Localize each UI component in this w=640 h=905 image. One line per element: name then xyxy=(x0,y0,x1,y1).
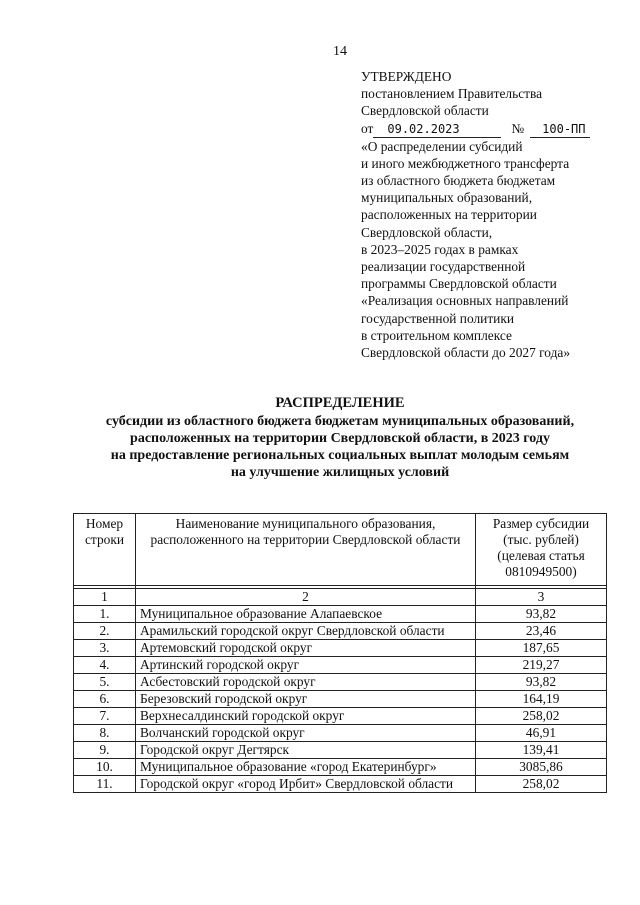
subsidy-amount-cell: 219,27 xyxy=(476,657,607,674)
row-number-cell: 7. xyxy=(74,708,136,725)
subsidy-amount-cell: 139,41 xyxy=(476,742,607,759)
document-title xyxy=(70,395,610,481)
row-number-cell: 8. xyxy=(74,725,136,742)
municipality-cell: Артемовский городской округ xyxy=(136,640,476,657)
row-number-cell: 5. xyxy=(74,674,136,691)
table-row xyxy=(74,623,607,640)
subject-line: в 2023–2025 годах в рамках xyxy=(361,241,519,257)
subsidy-amount-cell: 164,19 xyxy=(476,691,607,708)
subject-line: муниципальных образований, xyxy=(361,190,533,206)
subsidy-amount-cell: 3085,86 xyxy=(476,759,607,776)
approval-heading: УТВЕРЖДЕНО xyxy=(361,69,452,84)
header-municipality: Наименование муниципального образования, расположенного на территории Свердловской области xyxy=(136,514,476,586)
title-line: расположенных на территории Свердловской области, в 2023 году xyxy=(130,431,550,446)
row-number-cell: 2. xyxy=(74,623,136,640)
subject-line: Свердловской области до 2027 года» xyxy=(361,345,571,361)
column-number: 3 xyxy=(476,589,607,606)
title-line: субсидии из областного бюджета бюджетам муниципальных образований, xyxy=(105,414,575,429)
municipality-cell: Артинский городской округ xyxy=(136,657,476,674)
subsidy-amount-cell: 187,65 xyxy=(476,640,607,657)
subject-line: Свердловской области, xyxy=(361,224,493,240)
header-row-number: Номер строки xyxy=(74,514,136,586)
table-body xyxy=(74,606,607,793)
subject-line: в строительном комплексе xyxy=(361,327,512,343)
subsidy-amount-cell: 23,46 xyxy=(476,623,607,640)
table-row xyxy=(74,657,607,674)
table-row xyxy=(74,759,607,776)
row-number-cell: 3. xyxy=(74,640,136,657)
number-label: № xyxy=(511,120,525,136)
approval-block xyxy=(361,68,631,361)
approval-line-2: Свердловской области xyxy=(361,103,489,119)
approval-date-line xyxy=(361,120,631,138)
column-number: 2 xyxy=(136,589,476,606)
title-main: РАСПРЕДЕЛЕНИЕ xyxy=(275,395,405,411)
table-row xyxy=(74,674,607,691)
row-number-cell: 11. xyxy=(74,776,136,793)
table-row xyxy=(74,725,607,742)
subsidy-amount-cell: 93,82 xyxy=(476,606,607,623)
municipality-cell: Асбестовский городской округ xyxy=(136,674,476,691)
municipality-cell: Муниципальное образование «город Екатеринбург» xyxy=(136,759,476,776)
approval-number: 100-ПП xyxy=(530,122,590,138)
distribution-table xyxy=(73,513,607,793)
page-number: 14 xyxy=(333,44,347,59)
row-number-cell: 1. xyxy=(74,606,136,623)
municipality-cell: Городской округ Дегтярск xyxy=(136,742,476,759)
table-header-row xyxy=(74,514,607,586)
table-row xyxy=(74,640,607,657)
subject-line: из областного бюджета бюджетам xyxy=(361,173,556,189)
table-row xyxy=(74,742,607,759)
subject-line: «Реализация основных направлений xyxy=(361,293,569,309)
municipality-cell: Волчанский городской округ xyxy=(136,725,476,742)
subject-line: расположенных на территории xyxy=(361,207,537,223)
municipality-cell: Верхнесалдинский городской округ xyxy=(136,708,476,725)
subject-line: программы Свердловской области xyxy=(361,276,557,292)
row-number-cell: 10. xyxy=(74,759,136,776)
municipality-cell: Городской округ «город Ирбит» Свердловской области xyxy=(136,776,476,793)
approval-date: 09.02.2023 xyxy=(373,122,501,138)
title-line: на улучшение жилищных условий xyxy=(230,465,450,480)
subject-line: и иного межбюджетного трансферта xyxy=(361,155,570,171)
header-subsidy-amount: Размер субсидии (тыс. рублей) (целевая статья 0810949500) xyxy=(476,514,607,586)
subject-line: государственной политики xyxy=(361,310,515,326)
row-number-cell: 9. xyxy=(74,742,136,759)
municipality-cell: Муниципальное образование Алапаевское xyxy=(136,606,476,623)
from-label: от xyxy=(361,120,374,136)
subject-line: реализации государственной xyxy=(361,259,526,275)
row-number-cell: 4. xyxy=(74,657,136,674)
approval-line-1: постановлением Правительства xyxy=(361,86,543,102)
subsidy-amount-cell: 258,02 xyxy=(476,708,607,725)
title-line: на предоставление региональных социальных выплат молодым семьям xyxy=(110,448,570,463)
row-number-cell: 6. xyxy=(74,691,136,708)
table-row xyxy=(74,606,607,623)
column-number-row xyxy=(74,589,607,606)
subsidy-amount-cell: 93,82 xyxy=(476,674,607,691)
table-row xyxy=(74,708,607,725)
subsidy-amount-cell: 46,91 xyxy=(476,725,607,742)
municipality-cell: Березовский городской округ xyxy=(136,691,476,708)
subsidy-amount-cell: 258,02 xyxy=(476,776,607,793)
municipality-cell: Арамильский городской округ Свердловской области xyxy=(136,623,476,640)
table-row xyxy=(74,776,607,793)
subject-line: «О распределении субсидий xyxy=(361,138,523,154)
table-row xyxy=(74,691,607,708)
column-number: 1 xyxy=(74,589,136,606)
